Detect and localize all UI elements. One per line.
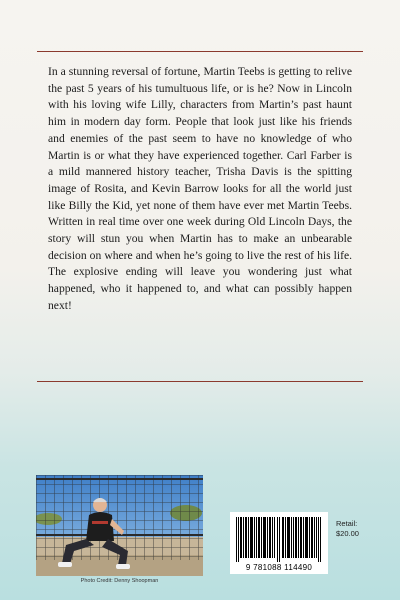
isbn-number: 9 781088 114490 — [245, 563, 313, 572]
bottom-divider-line — [37, 381, 363, 382]
top-divider-line — [37, 51, 363, 52]
photo-credit: Photo Credit: Denny Shoopman — [80, 578, 159, 584]
barcode-bars — [236, 517, 322, 562]
retail-label: Retail: — [336, 519, 358, 528]
back-cover-blurb: In a stunning reversal of fortune, Martin Teebs is getting to relive the past 5 years of his tumultuous life, or is he? Now in Lincoln with his loving wife Lilly, characters from Martin’s past haunt him in modern day form. People that look just like his friends and enemies of the past seem to have no knowledge of who Martin is or what they have experienced together. Carl Farber is a mild mannered history teacher, Trisha Davis is the spitting image of Rosita, and Kevin Barrow looks for all the world just like Billy the Kid, yet none of them have ever met Martin Teebs. Written in real time over one week during Old Lincoln Days, the story will stun you when Martin has to make an unbearable decision on where and when he’s going to live the rest of his life. The explosive ending will leave you wondering just what happened, who it happened to, and what can possibly happen next! — [48, 65, 352, 312]
author-photo — [36, 475, 203, 576]
retail-price — [336, 519, 359, 538]
retail-price-value: $20.00 — [336, 528, 359, 538]
isbn-barcode — [230, 512, 328, 574]
